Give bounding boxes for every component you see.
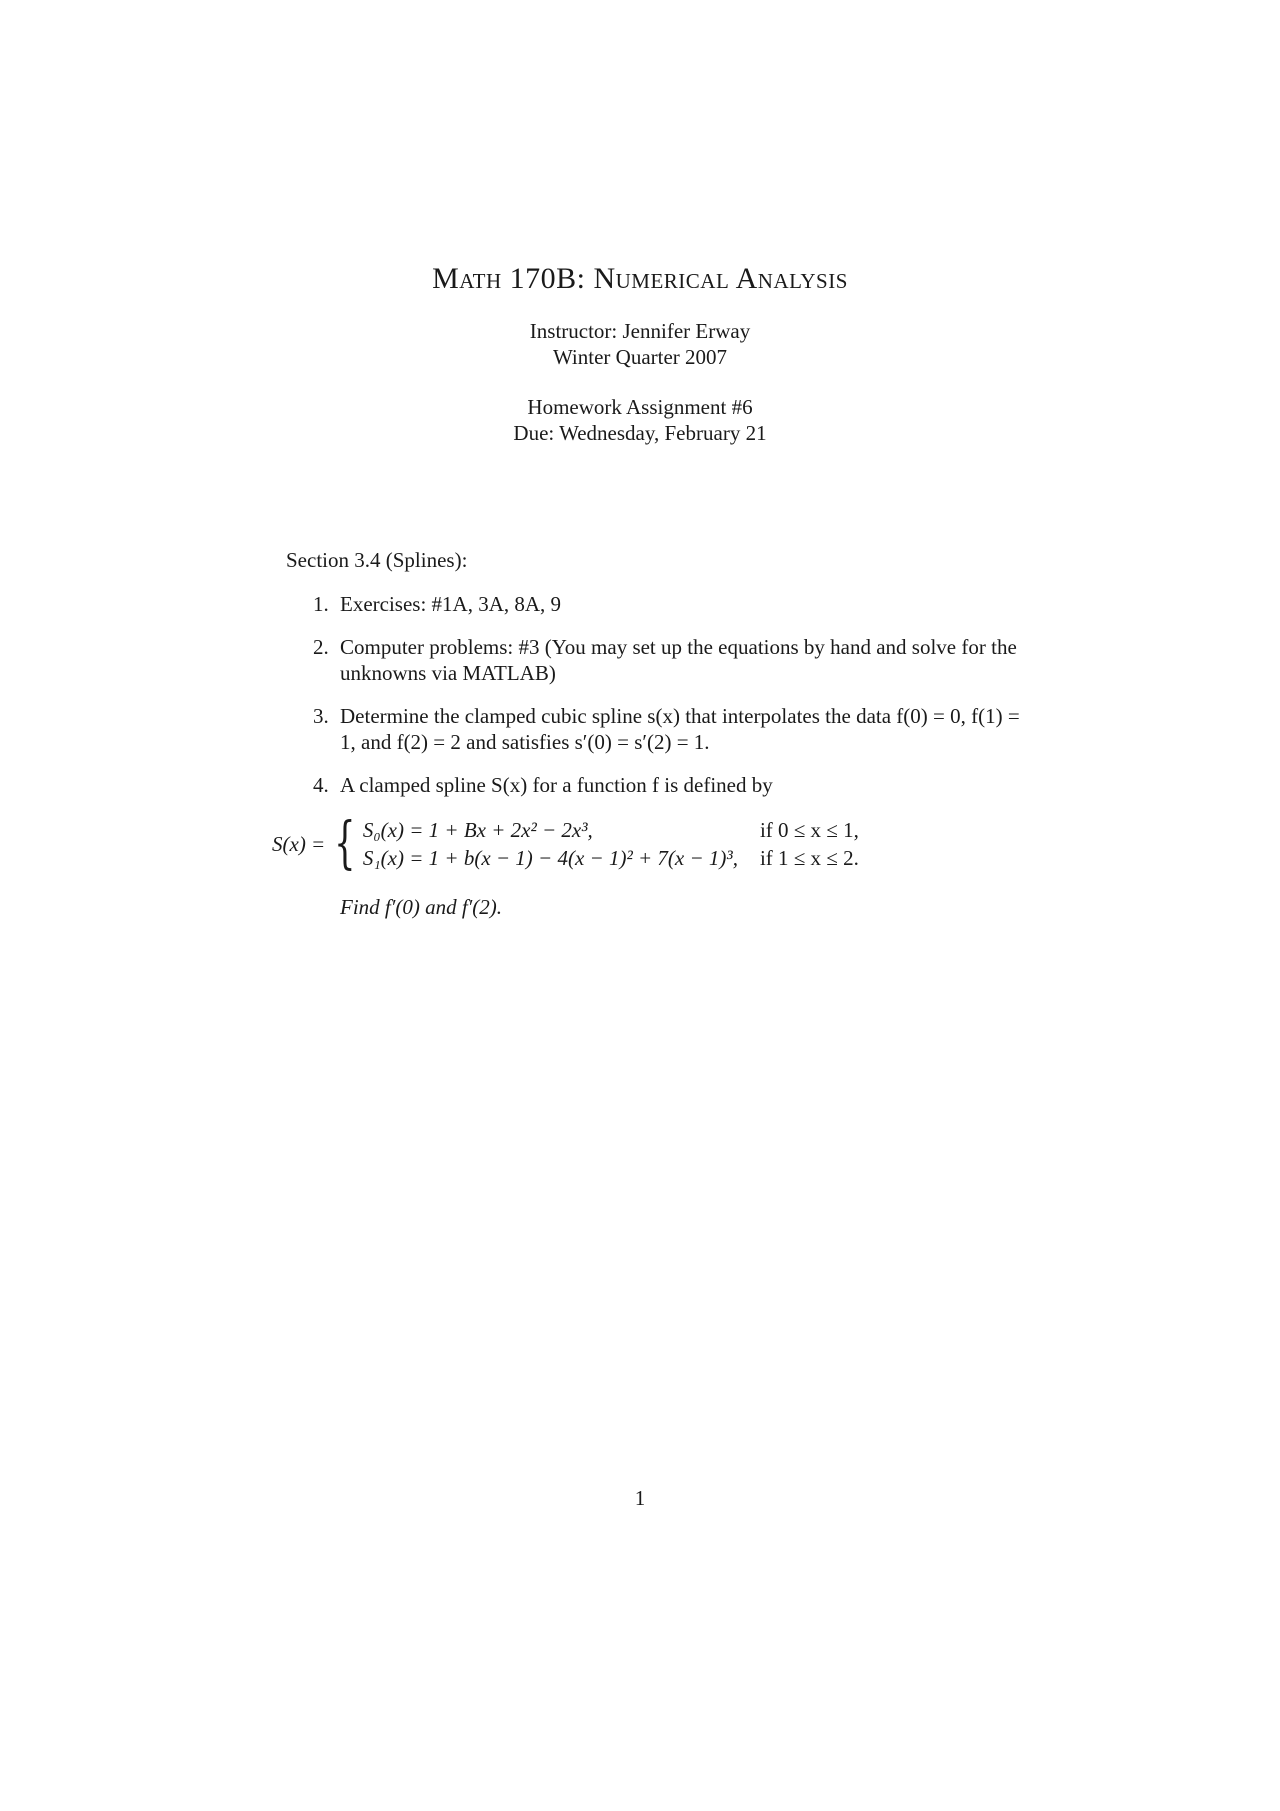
problem-item [286,591,1026,617]
instructor-line: Instructor: Jennifer Erway [529,319,751,343]
assignment-content [272,547,1026,937]
equation-lhs: S(x) = [272,832,326,856]
left-brace: { [334,811,356,876]
document-header [0,262,1280,446]
problem-text: A clamped spline S(x) for a function f is defined by [340,773,773,797]
section-heading: Section 3.4 (Splines): [286,548,468,572]
problem-followup: Find f′(0) and f′(2). [340,895,502,919]
piecewise-equation [272,811,1026,876]
problem-item [286,703,1026,755]
case-2-expression: S₁(x) = 1 + b(x − 1) − 4(x − 1)² + 7(x − 1)³, [362,846,738,870]
case-1-condition: if 0 ≤ x ≤ 1, [759,818,859,842]
course-title: Math 170B: Numerical Analysis [432,262,848,295]
problem-list [272,591,1026,920]
due-line: Due: Wednesday, February 21 [513,421,767,445]
equation-cases [363,817,859,871]
term-line: Winter Quarter 2007 [552,345,728,369]
assignment-block [0,394,1280,446]
problem-item [286,634,1026,686]
case-2-condition: if 1 ≤ x ≤ 2. [759,846,859,870]
problem-text: Computer problems: #3 (You may set up the equations by hand and solve for the unknowns via MATLAB) [340,635,1017,685]
problem-text: Exercises: #1A, 3A, 8A, 9 [340,592,562,616]
problem-number: 3. [313,704,329,728]
problem-text: Determine the clamped cubic spline s(x) that interpolates the data f(0) = 0, f(1) = 1, and f(2) = 2 and satisfies s′(0) = s′(2) = 1. [340,704,1020,754]
problem-number: 1. [313,592,329,616]
page-number: 1 [634,1486,646,1510]
problem-number: 4. [313,773,329,797]
problem-item [272,772,1026,920]
problem-number: 2. [313,635,329,659]
case-1-expression: S₀(x) = 1 + Bx + 2x² − 2x³, [362,818,593,842]
instructor-block [0,318,1280,370]
assignment-line: Homework Assignment #6 [527,395,753,419]
